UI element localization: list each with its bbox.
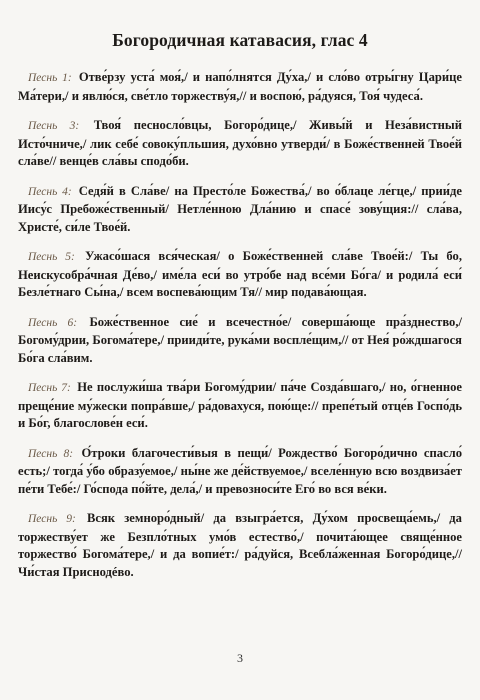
ode-label: Песнь 4:	[28, 185, 72, 198]
page-title: Богородичная катавасия, глас 4	[112, 30, 368, 50]
page-content	[18, 30, 462, 593]
stanza-ode-5	[18, 248, 462, 302]
stanza-text: О́троки благочести́выя в пещи́/ Рождество́ Богоро́дично спасло́ есть;/ тогда́ у́бо образу́емое,/ ны́не же де́йствуемое,/ вселе́нную всю воздвиза́ет пе́ти Тебе́:/ Го́спода по́йте, дела́,/ и превозноси́те Его́ во вся ве́ки.	[18, 445, 462, 496]
stanza-ode-1	[18, 69, 462, 105]
stanza-ode-8	[18, 445, 462, 499]
stanza-ode-9	[18, 510, 462, 581]
stanza-ode-4	[18, 183, 462, 237]
stanza-text: Твоя́ песносло́вцы, Богоро́дице,/ Живы́й и Неза́вистный Исто́чниче,/ лик себе́ совоку́пльшия, духо́вно утверди́/ в Боже́ственней Твое́й сла́ве// венце́в сла́вы сподо́би.	[18, 118, 462, 168]
page-number: 3	[237, 651, 243, 665]
ode-label: Песнь 6:	[28, 316, 78, 329]
stanza-text: Ужасо́шася вся́ческая/ о Боже́ственней сла́ве Твое́й:/ Ты бо, Неискусобра́чная Де́во,/ име́ла еси́ во утро́бе над все́ми Бо́га/ и родила́ еси́ Безле́тнаго Сы́на,/ всем воспева́ющим Тя// мир подава́ющая.	[18, 249, 462, 299]
ode-label: Песнь 9:	[28, 513, 76, 525]
stanza-text: Отве́рзу уста́ моя́,/ и напо́лнятся Ду́ха,/ и сло́во отры́гну Цари́це Ма́тери,/ и явлю́ся, све́тло торжеству́я,// и воспою́, ра́дуяся, Тоя́ чудеса́.	[18, 70, 462, 103]
stanza-ode-6	[18, 314, 462, 368]
stanza-text: Боже́ственное сие́ и всечестно́е/ соверша́юще пра́зднество,/ Богому́дрии, Богома́тере,/ прииди́те, рука́ми воспле́щим,// от Нея́ ро́ждшагося Бо́га сла́вим.	[18, 314, 462, 365]
stanza-ode-3	[18, 117, 462, 171]
ode-label: Песнь 5:	[28, 251, 75, 263]
ode-label: Песнь 3:	[28, 120, 80, 132]
ode-label: Песнь 8:	[28, 447, 74, 460]
stanza-text: Не послужи́ша тва́ри Богому́дрии/ па́че Созда́вшаго,/ но, о́гненное преще́ние му́жески попра́вше,/ ра́довахуся, пою́ще:// препе́тый отце́в Госпо́дь и Бо́г, благослове́н еси́.	[18, 380, 462, 430]
ode-label: Песнь 7:	[28, 382, 71, 394]
stanza-text: Всяк земноро́дный/ да взыгра́ется, Ду́хом просвеща́емь,/ да торжеству́ет же Безпло́тных умо́в естество́,/ почита́ющее свяще́нное торжество́ Богома́тере,/ и да вопие́т:/ ра́дуйся, Всебла́женная Богоро́дице,// Чи́стая Приснодéво.	[18, 511, 462, 579]
stanza-ode-7	[18, 379, 462, 433]
ode-label: Песнь 1:	[28, 72, 72, 84]
stanza-text: Седя́й в Сла́ве/ на Престо́ле Божества́,/ во о́блаце ле́гце,/ прии́де Иису́с Пребоже́ственный/ Нетле́нною Дла́нию и спасе́ зову́щия:// сла́ва, Христе́, си́ле Твое́й.	[18, 183, 462, 234]
